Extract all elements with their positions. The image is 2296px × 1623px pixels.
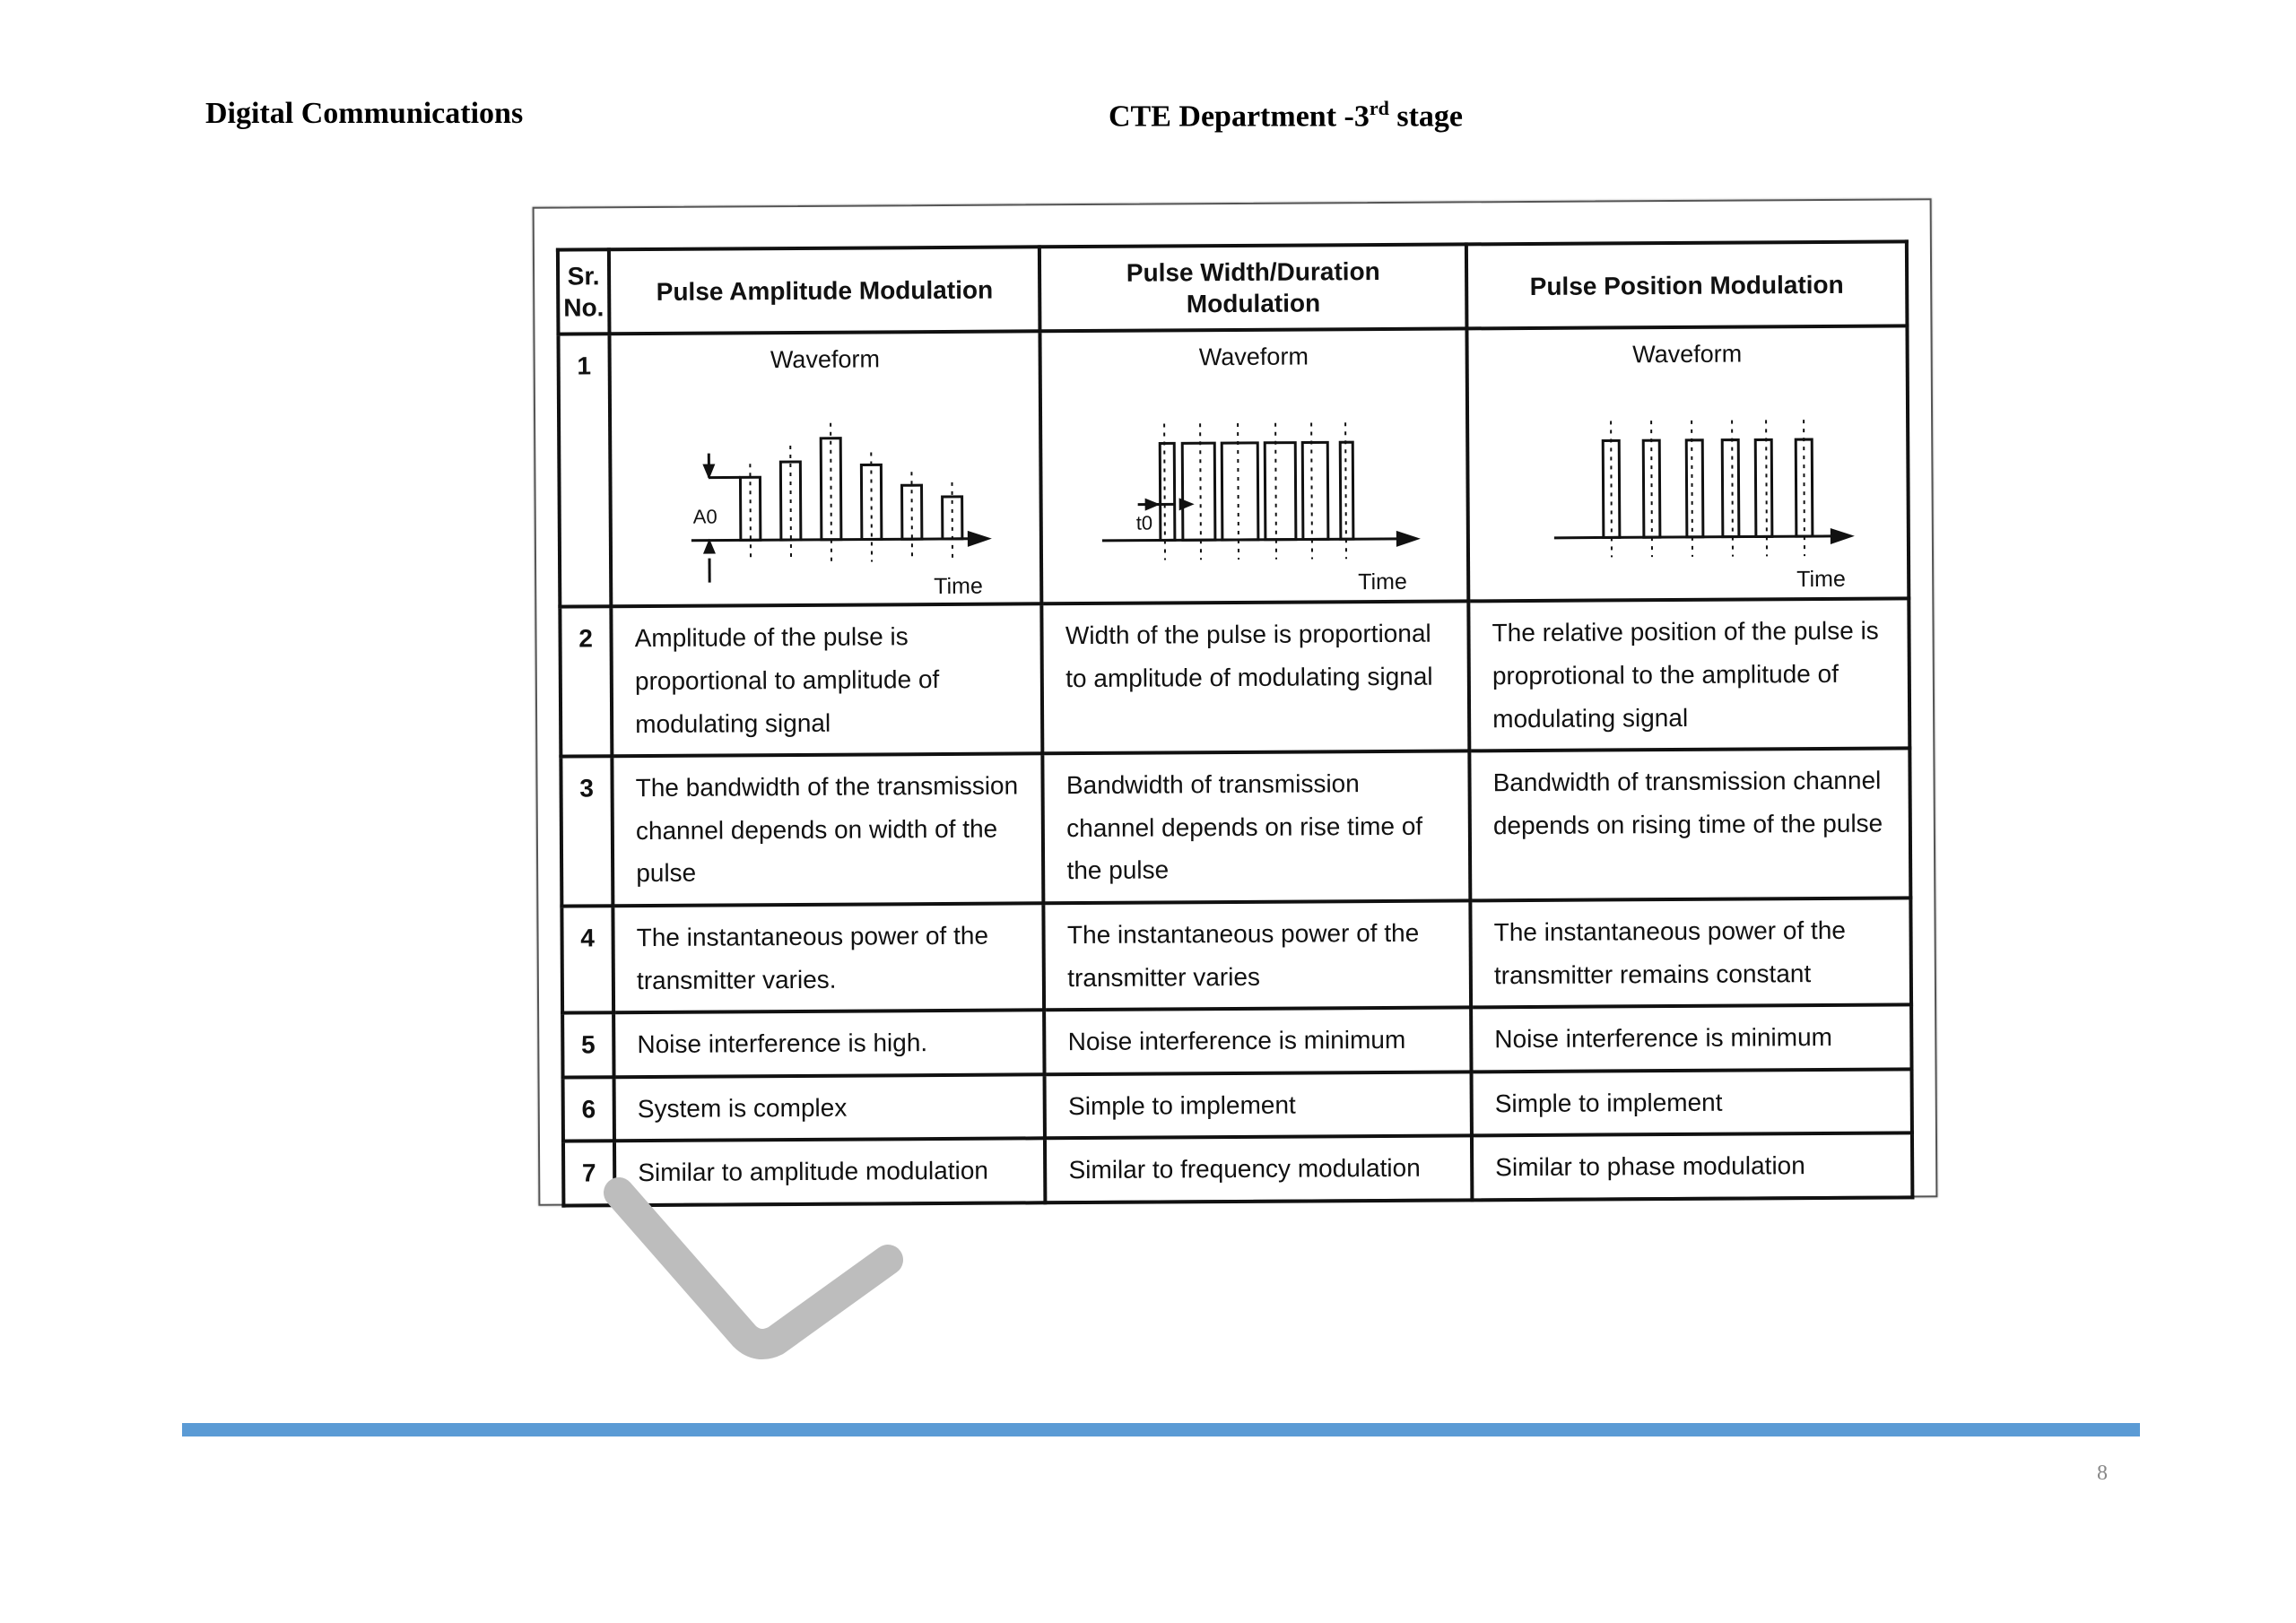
row-sr: 2 bbox=[560, 607, 612, 757]
row-sr: 3 bbox=[561, 756, 613, 906]
table-row-waveform bbox=[558, 325, 1909, 607]
row-pam: Similar to amplitude modulation bbox=[614, 1139, 1046, 1206]
pwm-waveform-diagram bbox=[1065, 370, 1444, 597]
row-pwm: Similar to frequency modulation bbox=[1045, 1136, 1472, 1202]
row-pam: Noise interference is high. bbox=[613, 1010, 1045, 1077]
row-pwm: The instantaneous power of the transmitter varies bbox=[1044, 900, 1471, 1010]
pwm-delay-label: t0 bbox=[1135, 511, 1153, 535]
col-header-ppm: Pulse Position Modulation bbox=[1466, 241, 1907, 328]
modulation-comparison-table bbox=[556, 239, 1915, 1207]
ppm-waveform-cell bbox=[1467, 325, 1909, 601]
table-row bbox=[560, 599, 1909, 757]
pwm-waveform-cell bbox=[1040, 328, 1469, 603]
waveform-label: Waveform bbox=[1632, 340, 1743, 369]
ppm-waveform-diagram bbox=[1499, 368, 1877, 595]
ppm-time-label: Time bbox=[1796, 567, 1846, 593]
col-header-pam: Pulse Amplitude Modulation bbox=[609, 247, 1040, 334]
page-number: 8 bbox=[2097, 1462, 2108, 1485]
table-row bbox=[563, 1069, 1912, 1141]
row-pwm: Bandwidth of transmission channel depends on rise time of the pulse bbox=[1043, 751, 1471, 904]
col-header-sr: Sr. No. bbox=[558, 249, 610, 334]
row-pam: The bandwidth of the transmission channel depends on width of the pulse bbox=[612, 753, 1043, 906]
header-department: CTE Department -3rd stage bbox=[1109, 97, 1463, 134]
row-pwm: Noise interference is minimum bbox=[1044, 1008, 1471, 1074]
row-ppm: Bandwidth of transmission channel depends on rising time of the pulse bbox=[1469, 749, 1910, 901]
pam-waveform-cell bbox=[610, 331, 1042, 606]
row-sr: 4 bbox=[561, 906, 613, 1013]
table-row bbox=[561, 898, 1911, 1012]
row-pwm: Simple to implement bbox=[1045, 1072, 1472, 1138]
table-header-row bbox=[558, 241, 1908, 334]
waveform-label: Waveform bbox=[1198, 343, 1309, 371]
pam-waveform-diagram bbox=[637, 373, 1015, 600]
row-ppm: The instantaneous power of the transmitter remains constant bbox=[1470, 898, 1911, 1007]
row-sr: 1 bbox=[558, 334, 611, 607]
row-ppm: Noise interference is minimum bbox=[1471, 1005, 1911, 1072]
row-pwm: Width of the pulse is proportional to amplitude of modulating signal bbox=[1042, 602, 1470, 754]
waveform-label: Waveform bbox=[770, 345, 880, 374]
row-sr: 6 bbox=[563, 1077, 615, 1141]
pam-time-label: Time bbox=[934, 574, 984, 600]
row-sr: 5 bbox=[562, 1012, 614, 1077]
pam-amplitude-label: A0 bbox=[692, 505, 718, 529]
row-pam: System is complex bbox=[614, 1074, 1046, 1141]
row-sr: 7 bbox=[563, 1141, 615, 1206]
col-header-pwm: Pulse Width/Duration Modulation bbox=[1039, 244, 1466, 331]
row-ppm: Similar to phase modulation bbox=[1472, 1133, 1912, 1201]
row-ppm: Simple to implement bbox=[1472, 1069, 1912, 1136]
pwm-time-label: Time bbox=[1358, 569, 1408, 595]
row-pam: Amplitude of the pulse is proportional to amplitude of modulating signal bbox=[611, 604, 1042, 757]
header-title: Digital Communications bbox=[205, 97, 524, 130]
row-pam: The instantaneous power of the transmitter varies. bbox=[613, 903, 1044, 1012]
row-ppm: The relative position of the pulse is proprotional to the amplitude of modulating signal bbox=[1468, 599, 1909, 751]
footer-rule bbox=[182, 1423, 2140, 1436]
table-row bbox=[562, 1005, 1911, 1078]
watermark-graphic bbox=[592, 1166, 951, 1399]
comparison-figure bbox=[533, 198, 1938, 1206]
table-row bbox=[561, 749, 1910, 907]
